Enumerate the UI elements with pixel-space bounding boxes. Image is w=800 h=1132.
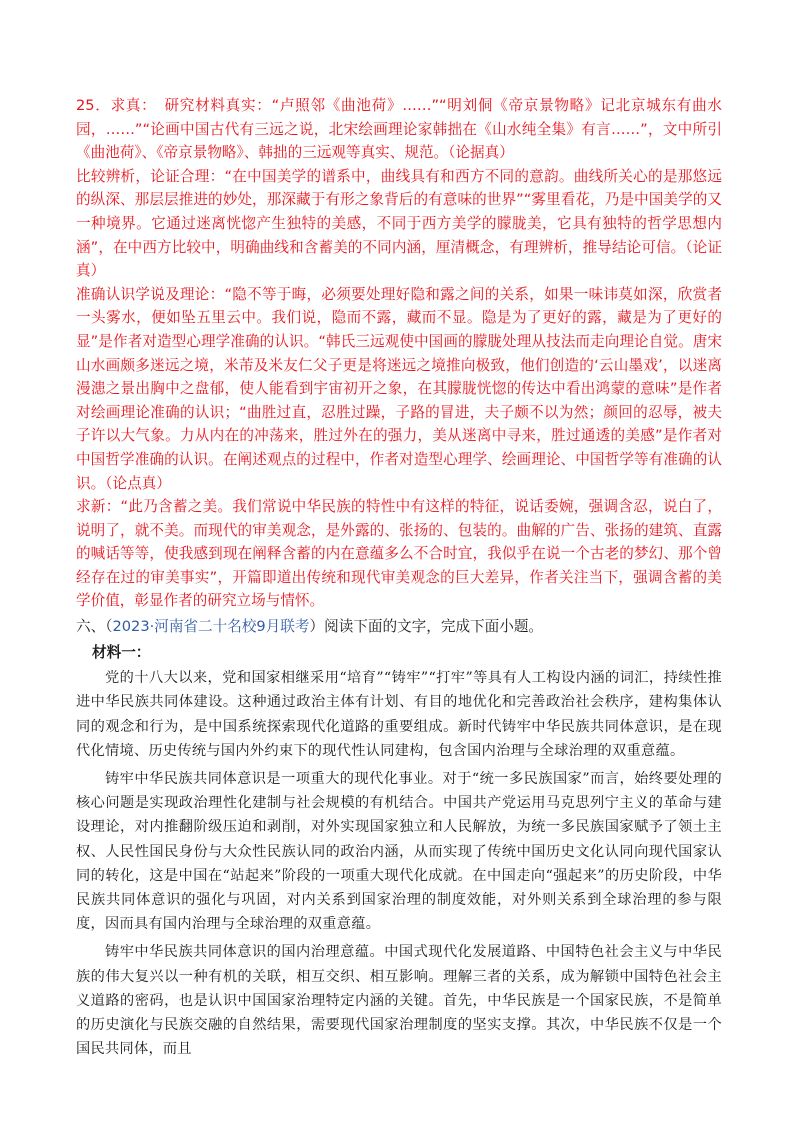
section-heading: [76, 615, 722, 639]
material-paragraph-2: 铸牢中华民族共同体意识是一项重大的现代化事业。对于“统一多民族国家”而言，始终要处理的核心问题是实现政治理性化建制与社会规模的有机结合。中国共产党运用马克思列宁主义的革命与建设理论，对内推翻阶级压迫和剥削，对外实现国家独立和人民解放，为统一多民族国家赋予了领土主权、人民性国民身份与大众性民族认同的政治内涵，从而实现了传统中国历史文化认同向现代国家认同的转化，这是中国在“站起来”阶段的一项重大现代化成就。在中国走向“强起来”的历史阶段，中华民族共同体意识的强化与巩固，对内关系到国家治理的制度效能，对外则关系到全球治理的参与限度，因而具有国内治理与全球治理的双重意蕴。: [76, 771, 722, 933]
material-label: 材料一：: [92, 643, 151, 661]
answer-paragraph-theory: 准确认识学说及理论：“隐不等于晦，必须要处理好隐和露之间的关系，如果一味讳莫如深，欣赏者一头雾水，便如坠五里云中。我们说，隐而不露，藏而不显。隐是为了更好的露，藏是为了更好的显”是作者对造型心理学准确的认识。“韩氏三远观使中国画的朦胧处理从技法而走向理论自觉。唐宋山水画颇多迷远之境，米芾及米友仁父子更是将迷远之境推向极致，他们创造的‘云山墨戏’，以迷离漫漶之景出胸中之盘郁，使人能看到宇宙初开之象，在其朦胧恍惚的传达中看出鸿蒙的意味”是作者对绘画理论准确的认识；“曲胜过直，忍胜过躁，子路的冒进，夫子颇不以为然；颜回的忍辱，被夫子许以大气象。力从内在的冲荡来，胜过外在的强力，美从迷离中寻来，胜过通透的美感”是作者对中国哲学准确的认识。在阐述观点的过程中，作者对造型心理学、绘画理论、中国哲学等有准确的认识。（论点真）: [76, 285, 722, 492]
section-source: 2023·河南省二十名校9月联考: [112, 618, 310, 636]
section-suffix: ）阅读下面的文字，完成下面小题。: [309, 618, 544, 636]
section-prefix: 六、（: [76, 618, 113, 636]
material-paragraph-1: 党的十八大以来，党和国家相继采用“培育”“铸牢”“打牢”等具有人工构设内涵的词汇，持续性推进中华民族共同体建设。这种通过政治主体有计划、有目的地优化和完善政治社会秩序，建构集体认同的观念和行为，是中国系统探索现代化道路的重要组成。新时代铸牢中华民族共同体意识，是在现代化情境、历史传统与国内外约束下的现代性认同建构，包含国内治理与全球治理的双重意蕴。: [76, 670, 722, 759]
answer-paragraph-comparison: 比较辨析，论证合理：“在中国美学的谱系中，曲线具有和西方不同的意韵。曲线所关心的是那悠远的纵深、那层层推进的妙处，那深藏于有形之象背后的有意味的世界”“雾里看花，乃是中国美学的又一种境界。它通过迷离恍惚产生独特的美感，不同于西方美学的朦胧美，它具有独特的哲学思想内涵”，在中西方比较中，明确曲线和含蓄美的不同内涵，厘清概念，有理辨析，推导结论可信。（论证真）: [76, 167, 722, 280]
page-content: [76, 94, 722, 1066]
material-paragraph-3: 铸牢中华民族共同体意识的国内治理意蕴。中国式现代化发展道路、中国特色社会主义与中华民族的伟大复兴以一种有机的关联，相互交织、相互影响。理解三者的关系，成为解锁中国特色社会主义道路的密码，也是认识中国国家治理特定内涵的关键。首先，中华民族是一个国家民族，不是简单的历史演化与民族交融的自然结果，需要现代国家治理制度的坚实支撑。其次，中华民族不仅是一个国民共同体，而且: [76, 944, 722, 1058]
answer-block: [76, 94, 722, 613]
answer-paragraph-innovation: 求新：“此乃含蓄之美。我们常说中华民族的特性中有这样的特征，说话委婉，强调含忍，说白了，说明了，就不美。而现代的审美观念，是外露的、张扬的、包装的。曲解的广告、张扬的建筑、直露的喊话等等，使我感到现在阐释含蓄的内在意蕴多么不合时宜，我似乎在说一个古老的梦幻、那个曾经存在过的审美事实”，开篇即道出传统和现代审美观念的巨大差异，作者关注当下，强调含蓄的美学价值，彰显作者的研究立场与情怀。: [76, 498, 722, 610]
answer-paragraph-25: 25．求真： 研究材料真实：“卢照邻《曲池荷》……”“明刘侗《帝京景物略》记北京城东有曲水园，……”“论画中国古代有三远之说，北宋绘画理论家韩拙在《山水纯全集》有言……”，文中所引《曲池荷》、《帝京景物略》、韩拙的三远观等真实、规范。（论据真）: [76, 97, 722, 162]
